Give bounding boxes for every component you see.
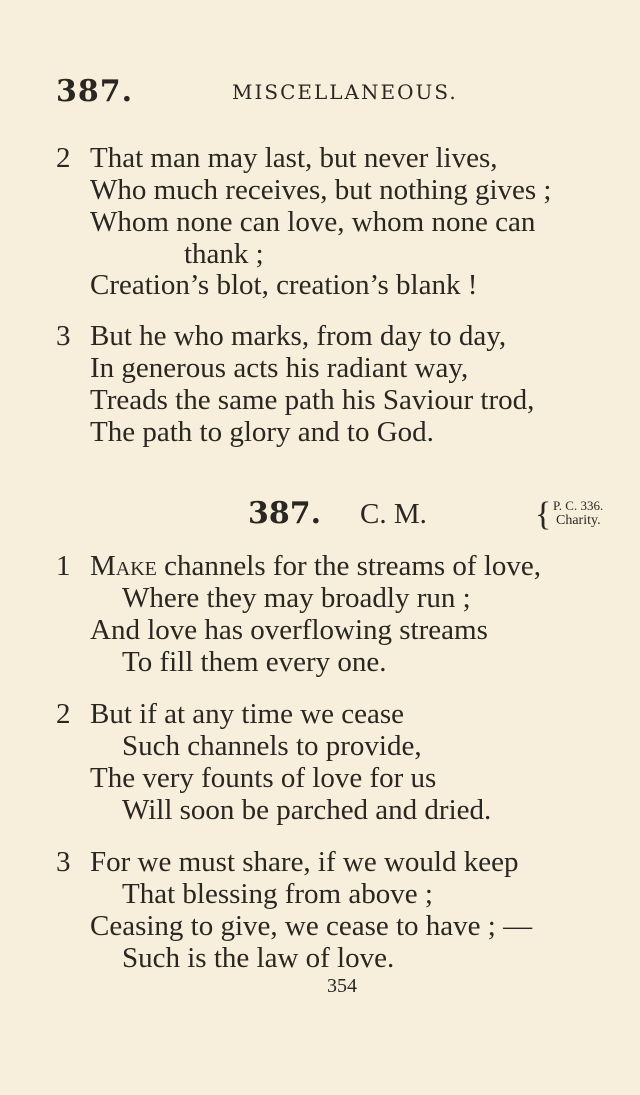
verse-number: 3 (56, 846, 71, 878)
verse-line: That man may last, but never lives, (90, 142, 498, 174)
verse-line: To fill them every one. (122, 646, 387, 678)
verse-line: Ceasing to give, we cease to have ; — (90, 910, 533, 942)
verse-line: That blessing from above ; (122, 878, 433, 910)
verse-number: 2 (56, 698, 71, 730)
verse-first-line-rest: channels for the streams of love, (156, 550, 542, 582)
verse-number: 2 (56, 142, 71, 174)
verse-line: In generous acts his radiant way, (90, 352, 469, 384)
page-number: 354 (327, 975, 357, 997)
verse-line: Creation’s blot, creation’s blank ! (90, 269, 478, 301)
verse-line: For we must share, if we would keep (90, 846, 519, 878)
verse-line: But if at any time we cease (90, 698, 405, 730)
verse-line: thank ; (184, 238, 264, 270)
verse-line: And love has overflowing streams (90, 614, 488, 646)
verse-number: 1 (56, 550, 71, 582)
hymn-meter: C. M. (360, 498, 427, 530)
verse-line: The very founts of love for us (90, 762, 437, 794)
verse-number: 3 (56, 320, 71, 352)
verse-line: Whom none can love, whom none can (90, 206, 536, 238)
verse-line: Where they may broadly run ; (122, 582, 471, 614)
verse-line: The path to glory and to God. (90, 416, 434, 448)
verse-first-word: Make (90, 550, 157, 582)
tune-name: Charity. (556, 513, 601, 528)
verse-line: But he who marks, from day to day, (90, 320, 507, 352)
verse-line: Treads the same path his Saviour trod, (90, 384, 535, 416)
running-header-title: MISCELLANEOUS. (232, 80, 458, 104)
tune-brace: { (535, 496, 552, 533)
verse-first-line (90, 550, 541, 582)
verse-line: Such channels to provide, (122, 730, 422, 762)
verse-line: Such is the law of love. (122, 942, 395, 974)
tune-reference: P. C. 336. (553, 498, 604, 513)
hymn-number: 387. (248, 496, 322, 531)
running-header-hymn-number: 387. (56, 74, 134, 109)
verse-line: Will soon be parched and dried. (122, 794, 492, 826)
verse-line: Who much receives, but nothing gives ; (90, 174, 552, 206)
